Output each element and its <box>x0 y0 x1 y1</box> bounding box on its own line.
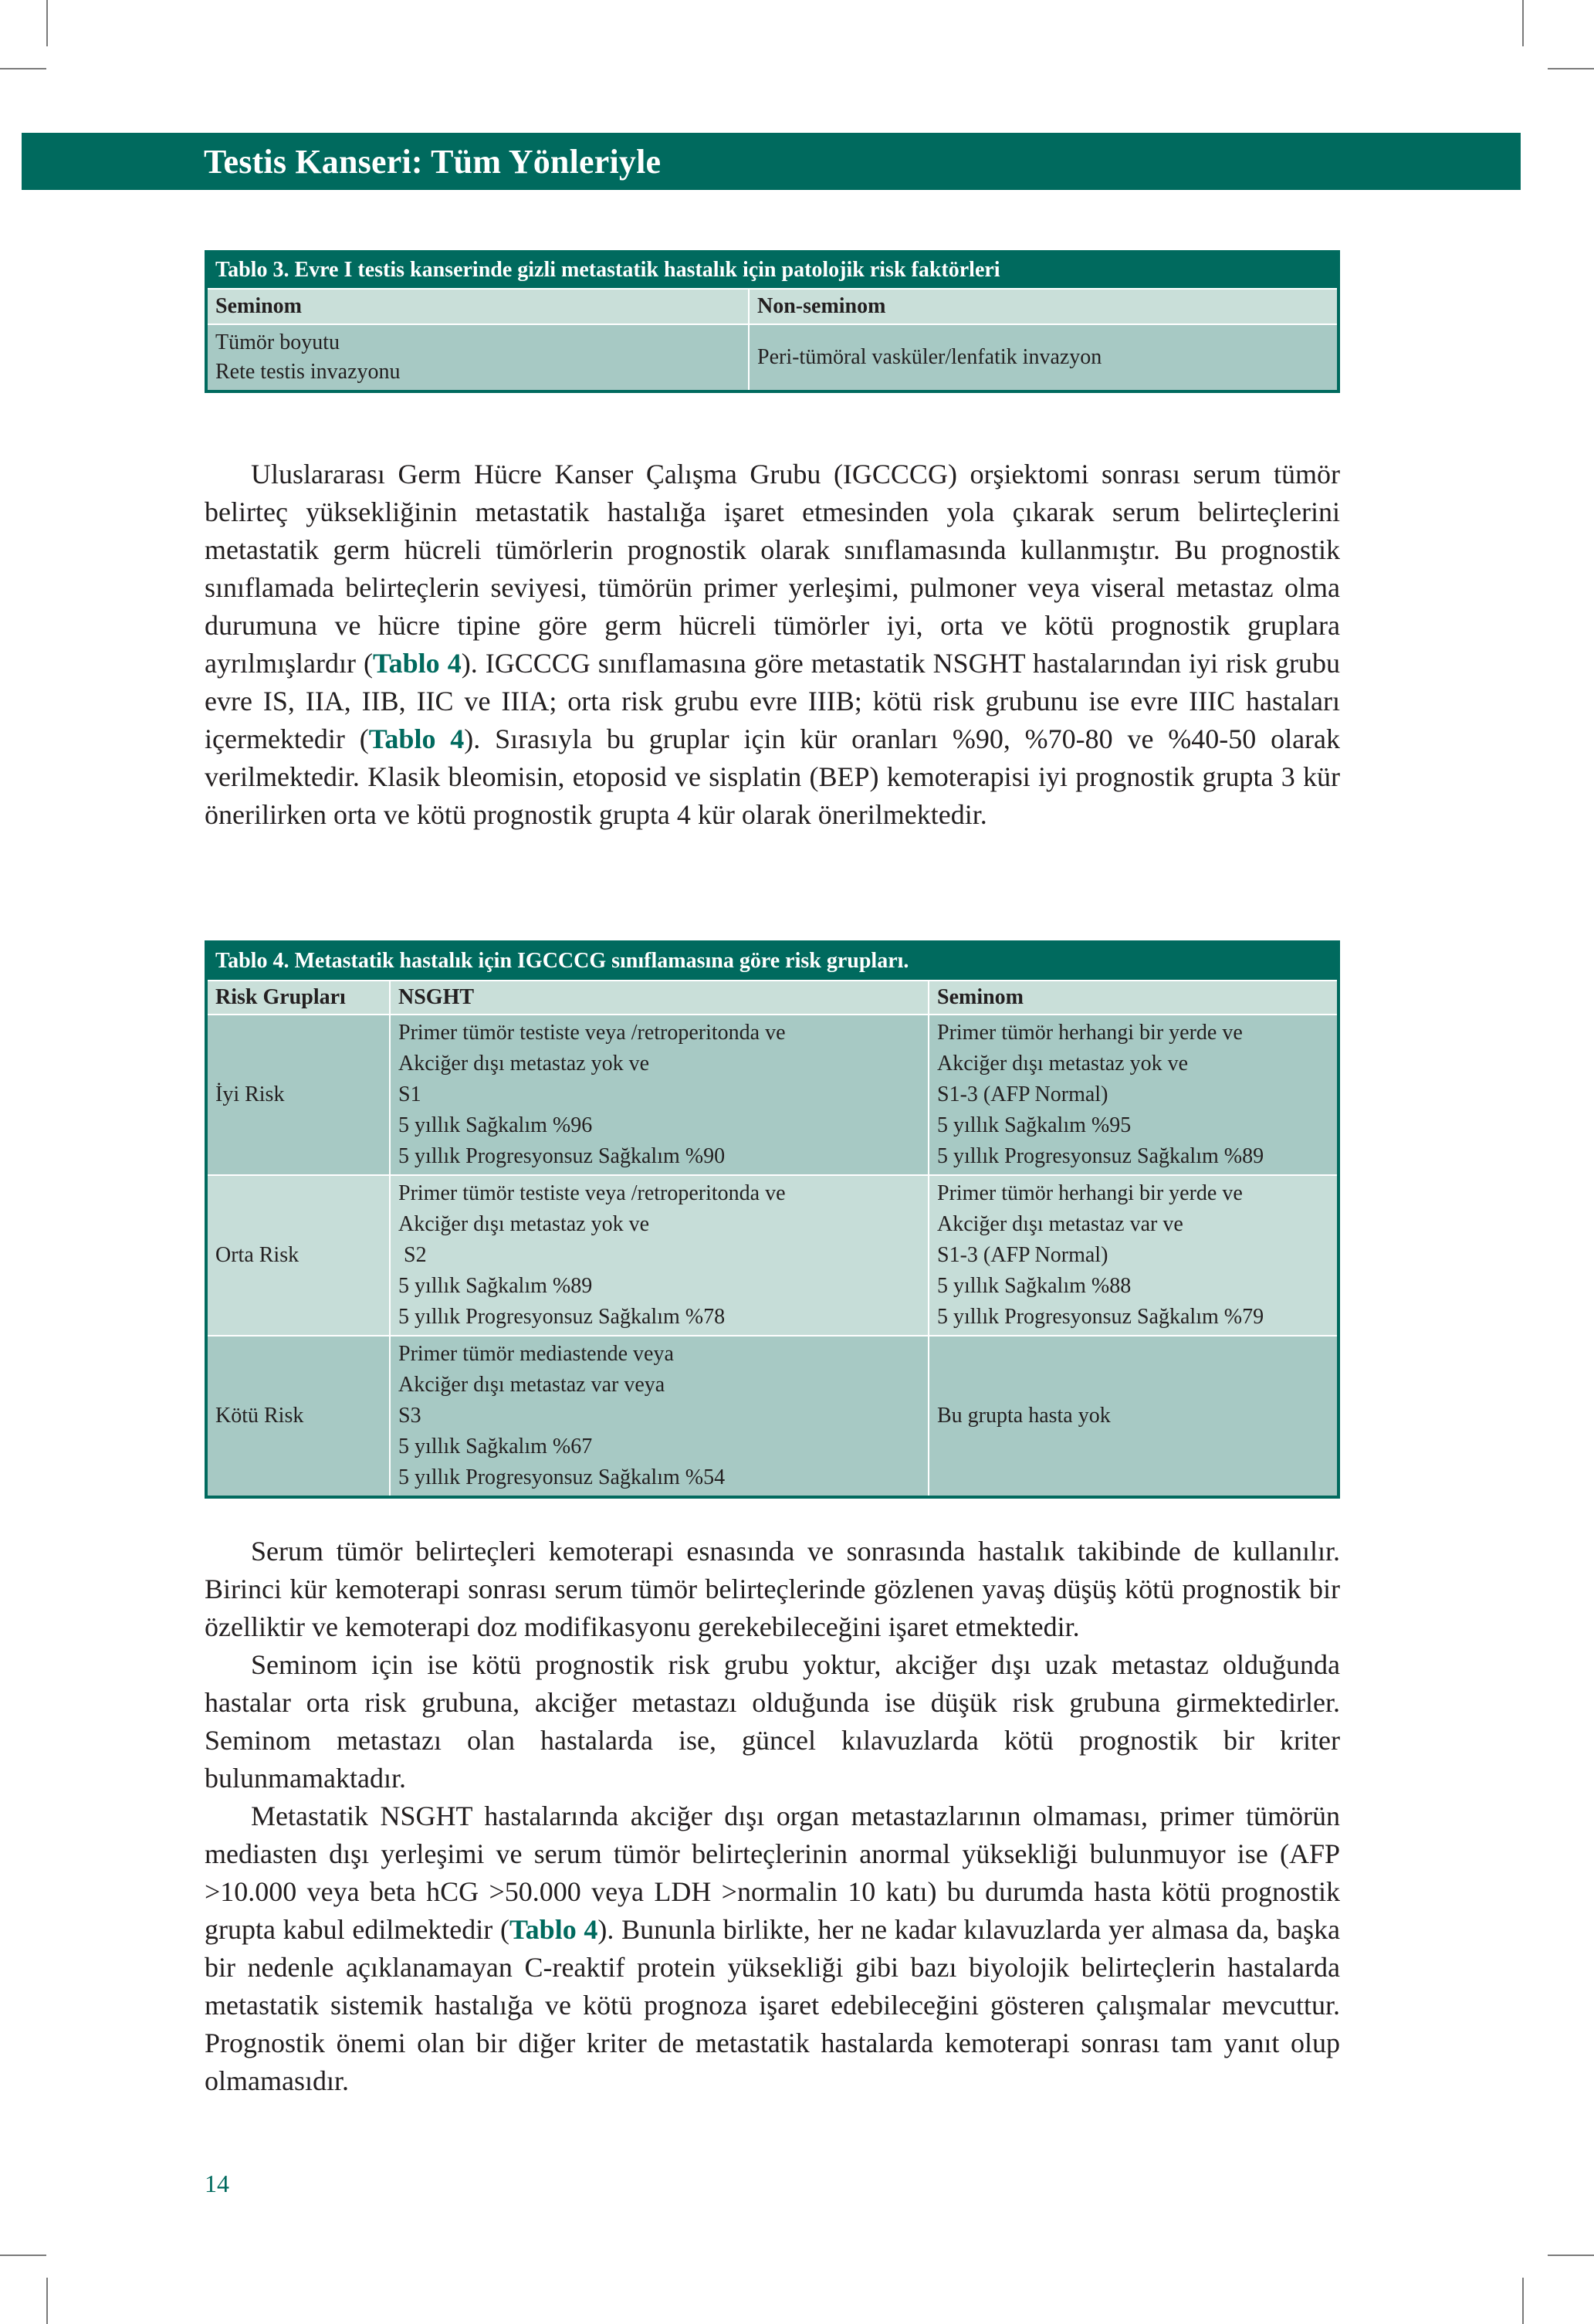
list-item: Primer tümör herhangi bir yerde ve <box>937 1021 1243 1045</box>
page-number: 14 <box>205 2170 229 2197</box>
paragraph-seminom: Seminom için ise kötü prognostik risk grubu yoktur, akciğer dışı uzak metastaz olduğunda hastalar orta risk grubuna, akciğer metastazı olduğunda ise düşük risk grubuna girmektedirler. Seminom metastazı olan hastalarda ise, güncel kılavuzlarda kötü prognostik bir kriter bulunmamaktadır. <box>205 1649 1340 1794</box>
paragraph-markers: Serum tümör belirteçleri kemoterapi esnasında ve sonrasında hastalık takibinde de kullanılır. Birinci kür kemoterapi sonrası serum tümör belirteçlerinde gözlenen yavaş düşüş kötü prognostik bir özelliktir ve kemoterapi doz modifikasyonu gerekebileceğini işaret etmektedir. <box>205 1536 1340 1642</box>
nsght-cell <box>390 1336 929 1497</box>
list-item: 5 yıllık Sağkalım %89 <box>398 1274 593 1298</box>
list-item: Rete testis invazyonu <box>215 360 401 384</box>
list-item: 5 yıllık Progresyonsuz Sağkalım %78 <box>398 1305 726 1329</box>
paragraphs-after-table <box>205 1533 1340 2100</box>
paragraph-text: ). IGCCCG sınıflamasına göre metastatik NSGHT hastalarından iyi risk grubu evre IS, IIA, IIB, IIC ve IIIA; orta risk grubu evre IIIB; kötü risk grubunu ise evre IIIC hastaları içermektedir ( <box>205 648 1340 754</box>
table-3-seminom-cell <box>206 324 749 391</box>
seminom-cell <box>929 1336 1338 1497</box>
list-item: 5 yıllık Sağkalım %67 <box>398 1435 593 1458</box>
crop-mark <box>0 2255 46 2256</box>
table-4 <box>205 940 1340 1499</box>
list-item: 5 yıllık Progresyonsuz Sağkalım %90 <box>398 1144 726 1168</box>
list-item: Akciğer dışı metastaz yok ve <box>398 1052 650 1076</box>
table-4-header-risk: Risk Grupları <box>206 981 390 1015</box>
list-item: Peri-tümöral vasküler/lenfatik invazyon <box>757 345 1102 369</box>
list-item: 5 yıllık Sağkalım %95 <box>937 1113 1132 1137</box>
list-item: Tümör boyutu <box>215 330 340 354</box>
paragraph-text: ). Bununla birlikte, her ne kadar kılavuzlarda yer almasa da, başka bir nedenle açıklanamayan C-reaktif protein yüksekliği gibi bazı biyolojik belirteçlerin hastalarda metastatik sistemik hastalığa ve kötü prognoza işaret edebileceğini gösteren çalışmalar mevcuttur. Prognostik önemi olan bir diğer kriter de metastatik hastalarda kemoterapi sonrası tam yanıt olup olmamasıdır. <box>205 1914 1340 2096</box>
list-item: Primer tümör mediastende veya <box>398 1342 674 1366</box>
book-title: Testis Kanseri: Tüm Yönleriyle <box>204 143 662 181</box>
nsght-cell <box>390 1015 929 1175</box>
risk-group-cell: Kötü Risk <box>206 1336 390 1497</box>
list-item: S1-3 (AFP Normal) <box>937 1082 1108 1106</box>
table-4-header-nsght: NSGHT <box>390 981 929 1015</box>
table-4-reference[interactable]: Tablo 4 <box>372 648 462 679</box>
list-item: S3 <box>398 1404 421 1428</box>
paragraph-text: ). Sırasıyla bu gruplar için kür oranları %90, %70-80 ve %40-50 olarak verilmektedir. Klasik bleomisin, etoposid ve sisplatin (BEP) kemoterapisi iyi prognostik grupta 3 kür önerilirken orta ve kötü prognostik grupta 4 kür olarak önerilmektedir. <box>205 723 1341 830</box>
list-item: 5 yıllık Sağkalım %88 <box>937 1274 1132 1298</box>
paragraph-nsght <box>205 1797 1340 2100</box>
seminom-cell <box>929 1175 1338 1336</box>
list-item: 5 yıllık Progresyonsuz Sağkalım %89 <box>937 1144 1264 1168</box>
list-item: 5 yıllık Progresyonsuz Sağkalım %54 <box>398 1465 726 1489</box>
list-item: Bu grupta hasta yok <box>937 1404 1111 1428</box>
list-item: Primer tümör testiste veya /retroperitonda ve <box>398 1181 786 1205</box>
table-3-caption: Tablo 3. Evre I testis kanserinde gizli metastatik hastalık için patolojik risk faktörleri <box>206 252 1338 290</box>
paragraph-igcccg <box>205 456 1340 834</box>
list-item: S1 <box>398 1082 421 1106</box>
list-item: Akciğer dışı metastaz var ve <box>937 1212 1183 1236</box>
crop-mark <box>1548 2255 1594 2256</box>
crop-mark <box>46 2278 48 2324</box>
crop-mark <box>1522 0 1524 46</box>
risk-group-cell: İyi Risk <box>206 1015 390 1175</box>
seminom-cell <box>929 1015 1338 1175</box>
list-item: 5 yıllık Progresyonsuz Sağkalım %79 <box>937 1305 1264 1329</box>
list-item: S1-3 (AFP Normal) <box>937 1243 1108 1267</box>
list-item: Akciğer dışı metastaz yok ve <box>937 1052 1189 1076</box>
table-4-reference[interactable]: Tablo 4 <box>368 723 465 754</box>
table-row <box>206 1175 1338 1336</box>
nsght-cell <box>390 1175 929 1336</box>
paragraph-text: Uluslararası Germ Hücre Kanser Çalışma Grubu (IGCCCG) orşiektomi sonrası serum tümör belirteç yüksekliğinin metastatik hastalığa işaret etmesinden yola çıkarak serum belirteçlerini metastatik germ hücreli tümörlerin prognostik olarak sınıflamasında kullanmıştır. Bu prognostik sınıflamada belirteçlerin seviyesi, tümörün primer yerleşimi, pulmoner veya viseral metastaz olma durumuna ve hücre tipine göre germ hücreli tümörler iyi, orta ve kötü prognostik gruplara ayrılmışlardır ( <box>205 459 1340 679</box>
table-3-header-seminom: Seminom <box>206 289 749 324</box>
paragraph-text: Metastatik NSGHT hastalarında akciğer dışı organ metastazlarının olmaması, primer tümörün mediasten dışı yerleşimi ve serum tümör belirteçlerinin anormal yüksekliği bulunmuyor ise (AFP >10.000 veya beta hCG >50.000 veya LDH >normalin 10 katı) bu durumda hasta kötü prognostik grupta kabul edilmektedir ( <box>205 1801 1340 1945</box>
list-item: Primer tümör herhangi bir yerde ve <box>937 1181 1243 1205</box>
list-item: Primer tümör testiste veya /retroperitonda ve <box>398 1021 786 1045</box>
list-item: Akciğer dışı metastaz var veya <box>398 1373 665 1397</box>
running-header <box>22 133 1521 190</box>
table-3-nonseminom-cell <box>749 324 1338 391</box>
table-3 <box>205 250 1340 393</box>
table-4-header-seminom: Seminom <box>929 981 1338 1015</box>
crop-mark <box>1522 2278 1524 2324</box>
list-item: 5 yıllık Sağkalım %96 <box>398 1113 593 1137</box>
table-row <box>206 1015 1338 1175</box>
table-4-caption: Tablo 4. Metastatik hastalık için IGCCCG sınıflamasına göre risk grupları. <box>206 942 1338 981</box>
crop-mark <box>0 68 46 69</box>
crop-mark <box>46 0 48 46</box>
list-item: Akciğer dışı metastaz yok ve <box>398 1212 650 1236</box>
table-4-reference[interactable]: Tablo 4 <box>509 1914 598 1945</box>
list-item: S2 <box>398 1243 427 1267</box>
risk-group-cell: Orta Risk <box>206 1175 390 1336</box>
crop-mark <box>1548 68 1594 69</box>
table-row <box>206 1336 1338 1497</box>
table-3-header-nonseminom: Non-seminom <box>749 289 1338 324</box>
